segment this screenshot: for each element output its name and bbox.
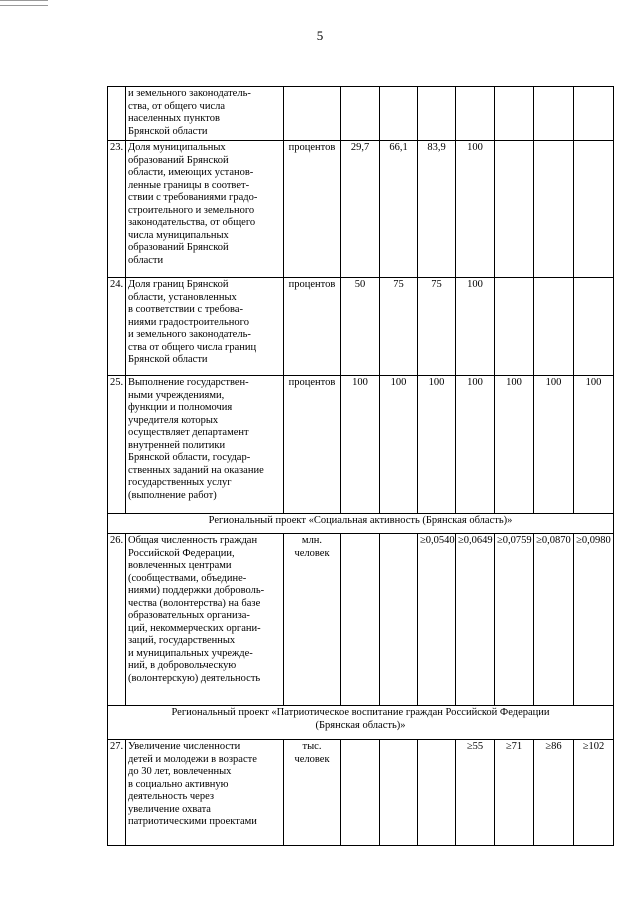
- row-number: 23.: [108, 141, 126, 278]
- indicator-description: Доля муниципальных образований Брянской области, имеющих установ- ленные границы в соответ- ствии с требованиями градо- строительного и земельного законодательства, от общего числа муниципальных образований Брянской области: [126, 141, 284, 278]
- indicator-value: [495, 141, 534, 278]
- page-number: 5: [316, 28, 324, 43]
- row-number: [108, 87, 126, 141]
- indicator-value: [341, 87, 380, 141]
- indicator-value: ≥102: [574, 740, 614, 846]
- indicator-value: ≥86: [534, 740, 574, 846]
- indicator-value: [574, 87, 614, 141]
- indicator-value: [456, 87, 495, 141]
- indicator-value: [534, 87, 574, 141]
- table-row: [108, 87, 614, 141]
- indicator-value: 100: [456, 278, 495, 376]
- indicator-value: [534, 278, 574, 376]
- indicator-value: [574, 141, 614, 278]
- indicator-value: [418, 740, 456, 846]
- row-number: 24.: [108, 278, 126, 376]
- indicators-table: [107, 86, 614, 846]
- indicator-value: ≥55: [456, 740, 495, 846]
- unit-of-measure: процентов: [284, 278, 341, 376]
- indicator-description: Доля границ Брянской области, установленных в соответствии с требова- ниями градостроительного и земельного законодатель- ства от общего числа границ Брянской области: [126, 278, 284, 376]
- indicator-value: 29,7: [341, 141, 380, 278]
- corner-scan-mark: [0, 0, 48, 6]
- section-title: Региональный проект «Патриотическое воспитание граждан Российской Федерации (Брянская область)»: [108, 706, 614, 740]
- indicator-value: [380, 534, 418, 706]
- row-number: 25.: [108, 376, 126, 514]
- indicator-value: 66,1: [380, 141, 418, 278]
- table-row: [108, 534, 614, 706]
- indicator-value: ≥0,0870: [534, 534, 574, 706]
- unit-of-measure: тыс. человек: [284, 740, 341, 846]
- section-row: [108, 706, 614, 740]
- section-row: [108, 514, 614, 534]
- indicator-value: ≥0,0649: [456, 534, 495, 706]
- indicator-description: Общая численность граждан Российской Федерации, вовлеченных центрами (сообществами, объедине- ниями) поддержки доброволь- чества (волонтерства) на базе образовательных организа- ций, некоммерческих органи- заций, государственных и муниципальных учрежде- ний, в добровольческую (волонтерскую) деятельность: [126, 534, 284, 706]
- indicator-value: 100: [456, 141, 495, 278]
- indicator-value: 100: [574, 376, 614, 514]
- indicator-value: [534, 141, 574, 278]
- indicator-value: [380, 740, 418, 846]
- indicator-value: [341, 534, 380, 706]
- unit-of-measure: [284, 87, 341, 141]
- indicator-value: ≥0,0980: [574, 534, 614, 706]
- table-row: [108, 278, 614, 376]
- indicator-value: [380, 87, 418, 141]
- table-row: [108, 141, 614, 278]
- indicator-description: Увеличение численности детей и молодежи в возрасте до 30 лет, вовлеченных в социально активную деятельность через увеличение охвата патриотическими проектами: [126, 740, 284, 846]
- indicator-description: и земельного законодатель- ства, от общего числа населенных пунктов Брянской области: [126, 87, 284, 141]
- indicator-value: 100: [380, 376, 418, 514]
- row-number: 26.: [108, 534, 126, 706]
- unit-of-measure: млн. человек: [284, 534, 341, 706]
- indicator-value: 83,9: [418, 141, 456, 278]
- indicator-value: 75: [418, 278, 456, 376]
- indicator-value: 100: [418, 376, 456, 514]
- table-row: [108, 740, 614, 846]
- section-title: Региональный проект «Социальная активность (Брянская область)»: [108, 514, 614, 534]
- indicator-value: ≥0,0540: [418, 534, 456, 706]
- indicator-value: [574, 278, 614, 376]
- indicator-description: Выполнение государствен- ными учреждениями, функции и полномочия учредителя которых осуществляет департамент внутренней политики Брянской области, государ- ственных заданий на оказание государственных услуг (выполнение работ): [126, 376, 284, 514]
- indicator-value: 100: [534, 376, 574, 514]
- row-number: 27.: [108, 740, 126, 846]
- indicator-value: [341, 740, 380, 846]
- indicator-value: [495, 278, 534, 376]
- unit-of-measure: процентов: [284, 376, 341, 514]
- unit-of-measure: процентов: [284, 141, 341, 278]
- indicator-value: 100: [456, 376, 495, 514]
- indicator-value: [495, 87, 534, 141]
- table-row: [108, 376, 614, 514]
- indicator-value: 50: [341, 278, 380, 376]
- indicator-value: 100: [341, 376, 380, 514]
- indicator-value: 75: [380, 278, 418, 376]
- indicator-value: ≥0,0759: [495, 534, 534, 706]
- indicator-value: [418, 87, 456, 141]
- indicator-value: 100: [495, 376, 534, 514]
- indicator-value: ≥71: [495, 740, 534, 846]
